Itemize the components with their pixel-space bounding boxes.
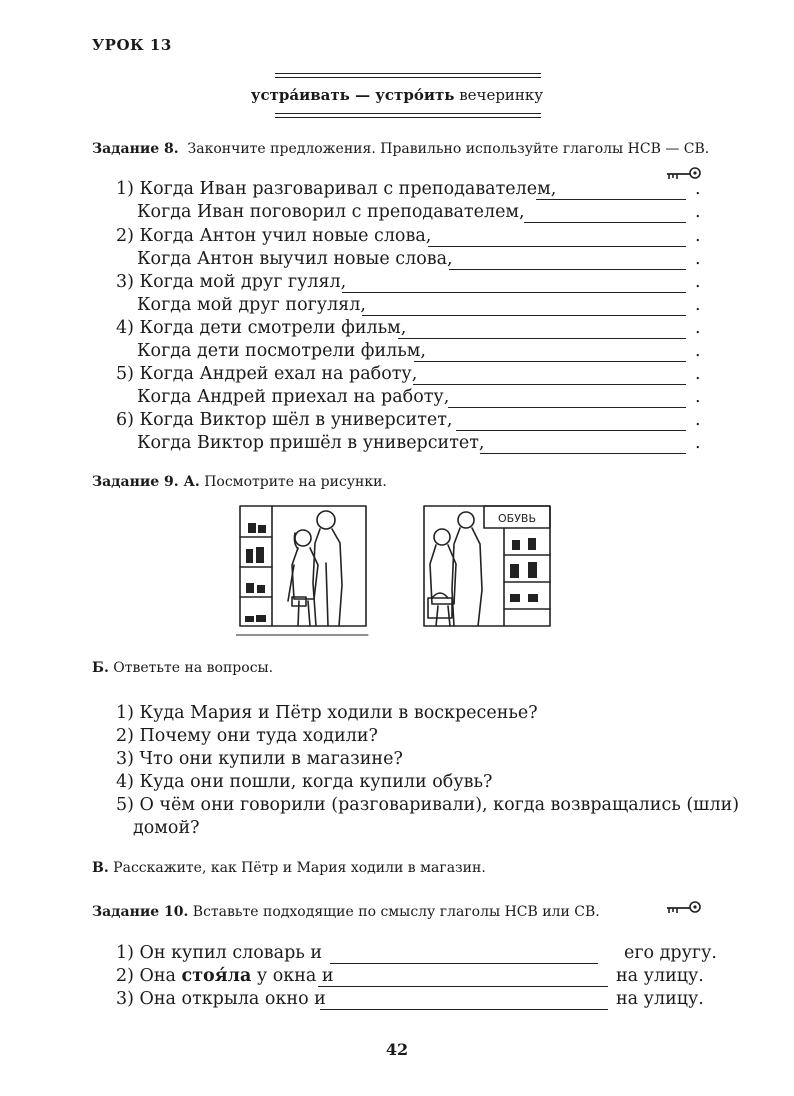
period: . <box>695 249 701 269</box>
topic-rule-top-2 <box>275 77 541 78</box>
period: . <box>695 387 701 407</box>
task8-line: Когда Андрей приехал на работу, <box>137 387 450 407</box>
task8-line: 6) Когда Виктор шёл в университет, <box>116 410 453 430</box>
period: . <box>695 295 701 315</box>
task9-instruction: Посмотрите на рисунки. <box>204 474 387 490</box>
question-item: 3) Что они купили в магазине? <box>116 749 403 769</box>
task8-instruction: Закончите предложения. Правильно используйте глаголы НСВ — СВ. <box>187 141 710 157</box>
period: . <box>695 410 701 430</box>
task9v-instruction: Расскажите, как Пётр и Мария ходили в магазин. <box>113 860 486 876</box>
task10-sentence1-end: его другу. <box>624 943 717 963</box>
task8-line: 1) Когда Иван разговаривал с преподавателем, <box>116 179 557 199</box>
task8-line: 5) Когда Андрей ехал на работу, <box>116 364 418 384</box>
task9v-heading <box>92 860 486 876</box>
answer-blank[interactable] <box>414 361 686 362</box>
period: . <box>695 341 701 361</box>
period: . <box>695 202 701 222</box>
answer-blank[interactable] <box>362 315 686 316</box>
task9-heading <box>92 474 387 490</box>
period: . <box>695 226 701 246</box>
answer-blank[interactable] <box>456 430 686 431</box>
task10-sentence2-end: на улицу. <box>616 966 704 986</box>
answer-blank[interactable] <box>320 1009 608 1010</box>
task8-line: Когда мой друг погулял, <box>137 295 366 315</box>
answer-blank[interactable] <box>480 453 686 454</box>
task9b-instruction: Ответьте на вопросы. <box>113 660 274 676</box>
task10-sentence2 <box>116 966 334 986</box>
period: . <box>695 179 701 199</box>
answer-blank[interactable] <box>398 338 686 339</box>
task8-line: Когда Иван поговорил с преподавателем, <box>137 202 525 222</box>
task9b-label: Б. <box>92 660 109 676</box>
task10-label: Задание 10. <box>92 904 189 920</box>
question-item: 1) Куда Мария и Пётр ходили в воскресенье? <box>116 703 538 723</box>
topic-rule-top-1 <box>275 73 541 74</box>
question-item: 4) Куда они пошли, когда купили обувь? <box>116 772 493 792</box>
shop-sign: ОБУВЬ <box>497 512 537 525</box>
task8-line: 3) Когда мой друг гулял, <box>116 272 347 292</box>
period: . <box>695 272 701 292</box>
task10-sentence2-mid: у окна и <box>256 966 334 986</box>
topic-rule-bottom-1 <box>275 113 541 114</box>
topic-verbs: устра́ивать — устро́ить <box>250 86 455 104</box>
period: . <box>695 318 701 338</box>
task8-line: 4) Когда дети смотрели фильм, <box>116 318 407 338</box>
task10-heading <box>92 904 600 920</box>
task8-line: Когда дети посмотрели фильм, <box>137 341 426 361</box>
picture-couple-at-shelves <box>236 503 370 639</box>
period: . <box>695 364 701 384</box>
period: . <box>695 433 701 453</box>
answer-blank[interactable] <box>413 384 686 385</box>
topic-object: вечеринку <box>454 86 544 104</box>
question-item: 2) Почему они туда ходили? <box>116 726 378 746</box>
picture-couple-in-shoe-shop <box>420 500 554 630</box>
task8-line: Когда Антон выучил новые слова, <box>137 249 453 269</box>
question-item-continuation: домой? <box>133 818 200 838</box>
task10-sentence2-start: 2) Она <box>116 966 176 986</box>
task9-label: Задание 9. А. <box>92 474 200 490</box>
task9v-label: В. <box>92 860 109 876</box>
lesson-title: УРОК 13 <box>92 36 172 54</box>
task8-line: 2) Когда Антон учил новые слова, <box>116 226 432 246</box>
answer-blank[interactable] <box>330 963 598 964</box>
task8-heading <box>92 141 709 157</box>
answer-blank[interactable] <box>524 222 686 223</box>
answer-blank[interactable] <box>536 199 686 200</box>
task10-sentence1-start: 1) Он купил словарь и <box>116 943 323 963</box>
task10-sentence3-start: 3) Она открыла окно и <box>116 989 326 1009</box>
task8-line: Когда Виктор пришёл в университет, <box>137 433 485 453</box>
task9b-heading <box>92 660 273 676</box>
answer-blank[interactable] <box>428 246 686 247</box>
task10-sentence3-end: на улицу. <box>616 989 704 1009</box>
key-icon <box>664 899 702 915</box>
task8-label: Задание 8. <box>92 141 179 157</box>
task10-sentence2-verb: стоя́ла <box>181 966 252 986</box>
topic-rule-bottom-2 <box>275 117 541 118</box>
page-number: 42 <box>385 1040 409 1059</box>
answer-blank[interactable] <box>449 269 686 270</box>
topic-heading <box>0 86 794 104</box>
answer-blank[interactable] <box>318 986 608 987</box>
answer-blank[interactable] <box>342 292 686 293</box>
answer-blank[interactable] <box>448 407 686 408</box>
task10-instruction: Вставьте подходящие по смыслу глаголы НСВ или СВ. <box>192 904 600 920</box>
question-item: 5) О чём они говорили (разговаривали), когда возвращались (шли) <box>116 795 740 815</box>
